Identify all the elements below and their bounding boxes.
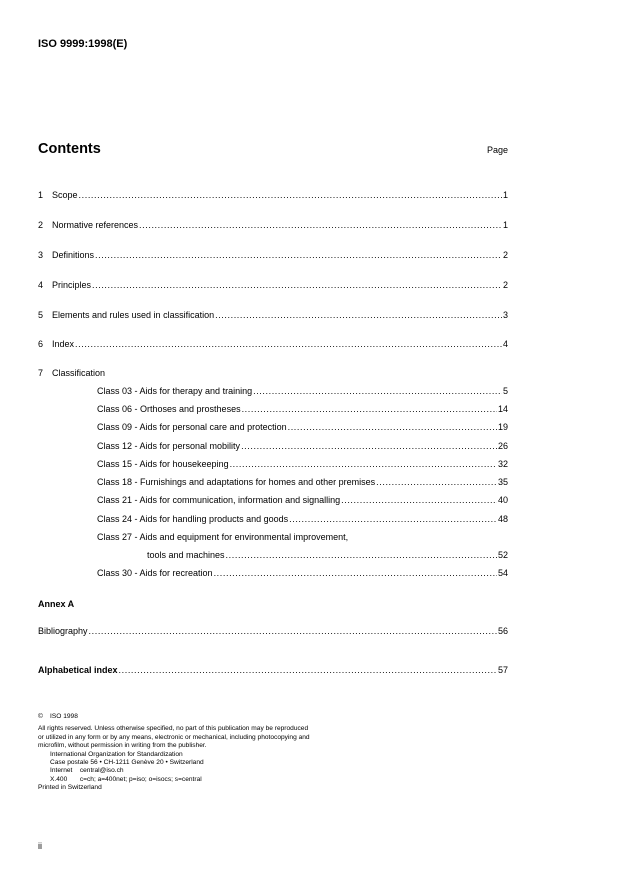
class-page: 40 [497, 495, 508, 505]
dot-leader [92, 280, 502, 290]
toc-number: 6 [38, 339, 44, 349]
class-page: 5 [502, 386, 508, 396]
class-label: Class 24 - Aids for handling products and goods [97, 514, 289, 524]
toc-number: 3 [38, 250, 44, 260]
toc-page: 56 [497, 626, 508, 636]
dot-leader [230, 459, 497, 469]
dot-leader [288, 422, 497, 432]
toc-class-entry[interactable] [97, 441, 508, 453]
toc-class-entry-continuation[interactable] [147, 550, 508, 562]
class-page: 54 [497, 568, 508, 578]
x400-label: X.400 [50, 775, 68, 783]
copyright-year: ISO 1998 [50, 713, 78, 720]
toc-class-entry[interactable] [97, 459, 508, 471]
dot-leader [241, 441, 497, 451]
class-label: Class 15 - Aids for housekeeping [97, 459, 229, 469]
toc-entry-definitions[interactable] [38, 250, 508, 262]
toc-label: Normative references [52, 220, 139, 230]
toc-page: 1 [502, 220, 508, 230]
toc-class-entry[interactable] [97, 514, 508, 526]
dot-leader [119, 665, 497, 675]
dot-leader [242, 404, 497, 414]
dot-leader [95, 250, 502, 260]
page-column-label: Page [486, 145, 508, 155]
toc-number: 2 [38, 220, 44, 230]
toc-entry-classification[interactable] [38, 368, 105, 378]
rights-line: or utilized in any form or by any means, electronic or mechanical, including photocopying and [38, 733, 310, 741]
dot-leader [289, 514, 497, 524]
internet-line [38, 767, 310, 775]
toc-class-entry[interactable] [97, 386, 508, 398]
class-page: 26 [497, 441, 508, 451]
toc-page: 4 [502, 339, 508, 349]
internet-email-link[interactable]: central@iso.ch [79, 767, 124, 775]
toc-label: Classification [52, 368, 106, 378]
page-number: ii [38, 841, 42, 851]
toc-class-entry-first-line[interactable]: Class 27 - Aids and equipment for environmental improvement, [97, 532, 349, 542]
rights-line: All rights reserved. Unless otherwise specified, no part of this publication may be reproduced [38, 725, 309, 733]
class-page: 52 [497, 550, 508, 560]
class-label: Class 12 - Aids for personal mobility [97, 441, 241, 451]
toc-label: Scope [52, 190, 78, 200]
contents-title: Contents [38, 141, 101, 157]
internet-label: Internet [50, 767, 73, 775]
document-id-header: ISO 9999:1998(E) [38, 38, 128, 50]
toc-number: 4 [38, 280, 44, 290]
dot-leader [376, 477, 497, 487]
toc-number: 7 [38, 368, 44, 378]
class-page: 14 [497, 404, 508, 414]
dot-leader [89, 626, 497, 636]
copyright-block [38, 713, 310, 793]
toc-page: 57 [497, 665, 508, 675]
toc-class-entry[interactable] [97, 495, 508, 507]
toc-label: Bibliography [38, 626, 88, 636]
toc-entry-alphabetical-index[interactable] [38, 665, 508, 677]
dot-leader [253, 386, 502, 396]
x400-value: c=ch; a=400net; p=iso; o=isocs; s=central [79, 775, 202, 783]
class-label: Class 18 - Furnishings and adaptations for homes and other premises [97, 477, 376, 487]
toc-label: Alphabetical index [38, 665, 118, 675]
rights-line: microfilm, without permission in writing from the publisher. [38, 742, 207, 750]
toc-entry-index[interactable] [38, 339, 508, 351]
x400-line [38, 776, 310, 784]
toc-entry-scope[interactable] [38, 190, 508, 202]
class-label: Class 21 - Aids for communication, information and signalling [97, 495, 341, 505]
toc-page: 3 [502, 310, 508, 320]
toc-page: 2 [502, 250, 508, 260]
toc-entry-bibliography[interactable] [38, 626, 508, 638]
class-label: Class 03 - Aids for therapy and training [97, 386, 253, 396]
toc-entry-normative-references[interactable] [38, 220, 508, 232]
class-page: 19 [497, 422, 508, 432]
dot-leader [214, 568, 497, 578]
toc-entry-elements-and-rules[interactable] [38, 310, 508, 322]
class-page: 48 [497, 514, 508, 524]
dot-leader [79, 190, 502, 200]
toc-label: Elements and rules used in classification [52, 310, 215, 320]
toc-number: 1 [38, 190, 44, 200]
dot-leader [226, 550, 497, 560]
class-page: 35 [497, 477, 508, 487]
class-page: 32 [497, 459, 508, 469]
class-label: Class 30 - Aids for recreation [97, 568, 213, 578]
toc-class-entry[interactable] [97, 404, 508, 416]
toc-class-entry[interactable] [97, 477, 508, 489]
org-address: Case postale 56 • CH-1211 Genève 20 • Switzerland [50, 759, 204, 767]
class-label-continuation: tools and machines [147, 550, 225, 560]
toc-page: 2 [502, 280, 508, 290]
toc-class-entry[interactable] [97, 568, 508, 580]
class-label: Class 06 - Orthoses and prostheses [97, 404, 241, 414]
class-label: Class 09 - Aids for personal care and protection [97, 422, 287, 432]
dot-leader [215, 310, 502, 320]
dot-leader [75, 339, 502, 349]
toc-entry-principles[interactable] [38, 280, 508, 292]
toc-label: Index [52, 339, 75, 349]
toc-label: Definitions [52, 250, 95, 260]
copyright-symbol: © [38, 713, 43, 720]
copyright-year-line [38, 713, 310, 721]
toc-label: Principles [52, 280, 92, 290]
dot-leader [139, 220, 502, 230]
toc-page: 1 [502, 190, 508, 200]
dot-leader [341, 495, 497, 505]
toc-number: 5 [38, 310, 44, 320]
printed-in: Printed in Switzerland [38, 784, 102, 792]
annex-title: Annex A [38, 599, 75, 609]
toc-class-entry[interactable] [97, 422, 508, 434]
org-name: International Organization for Standardization [50, 750, 183, 758]
